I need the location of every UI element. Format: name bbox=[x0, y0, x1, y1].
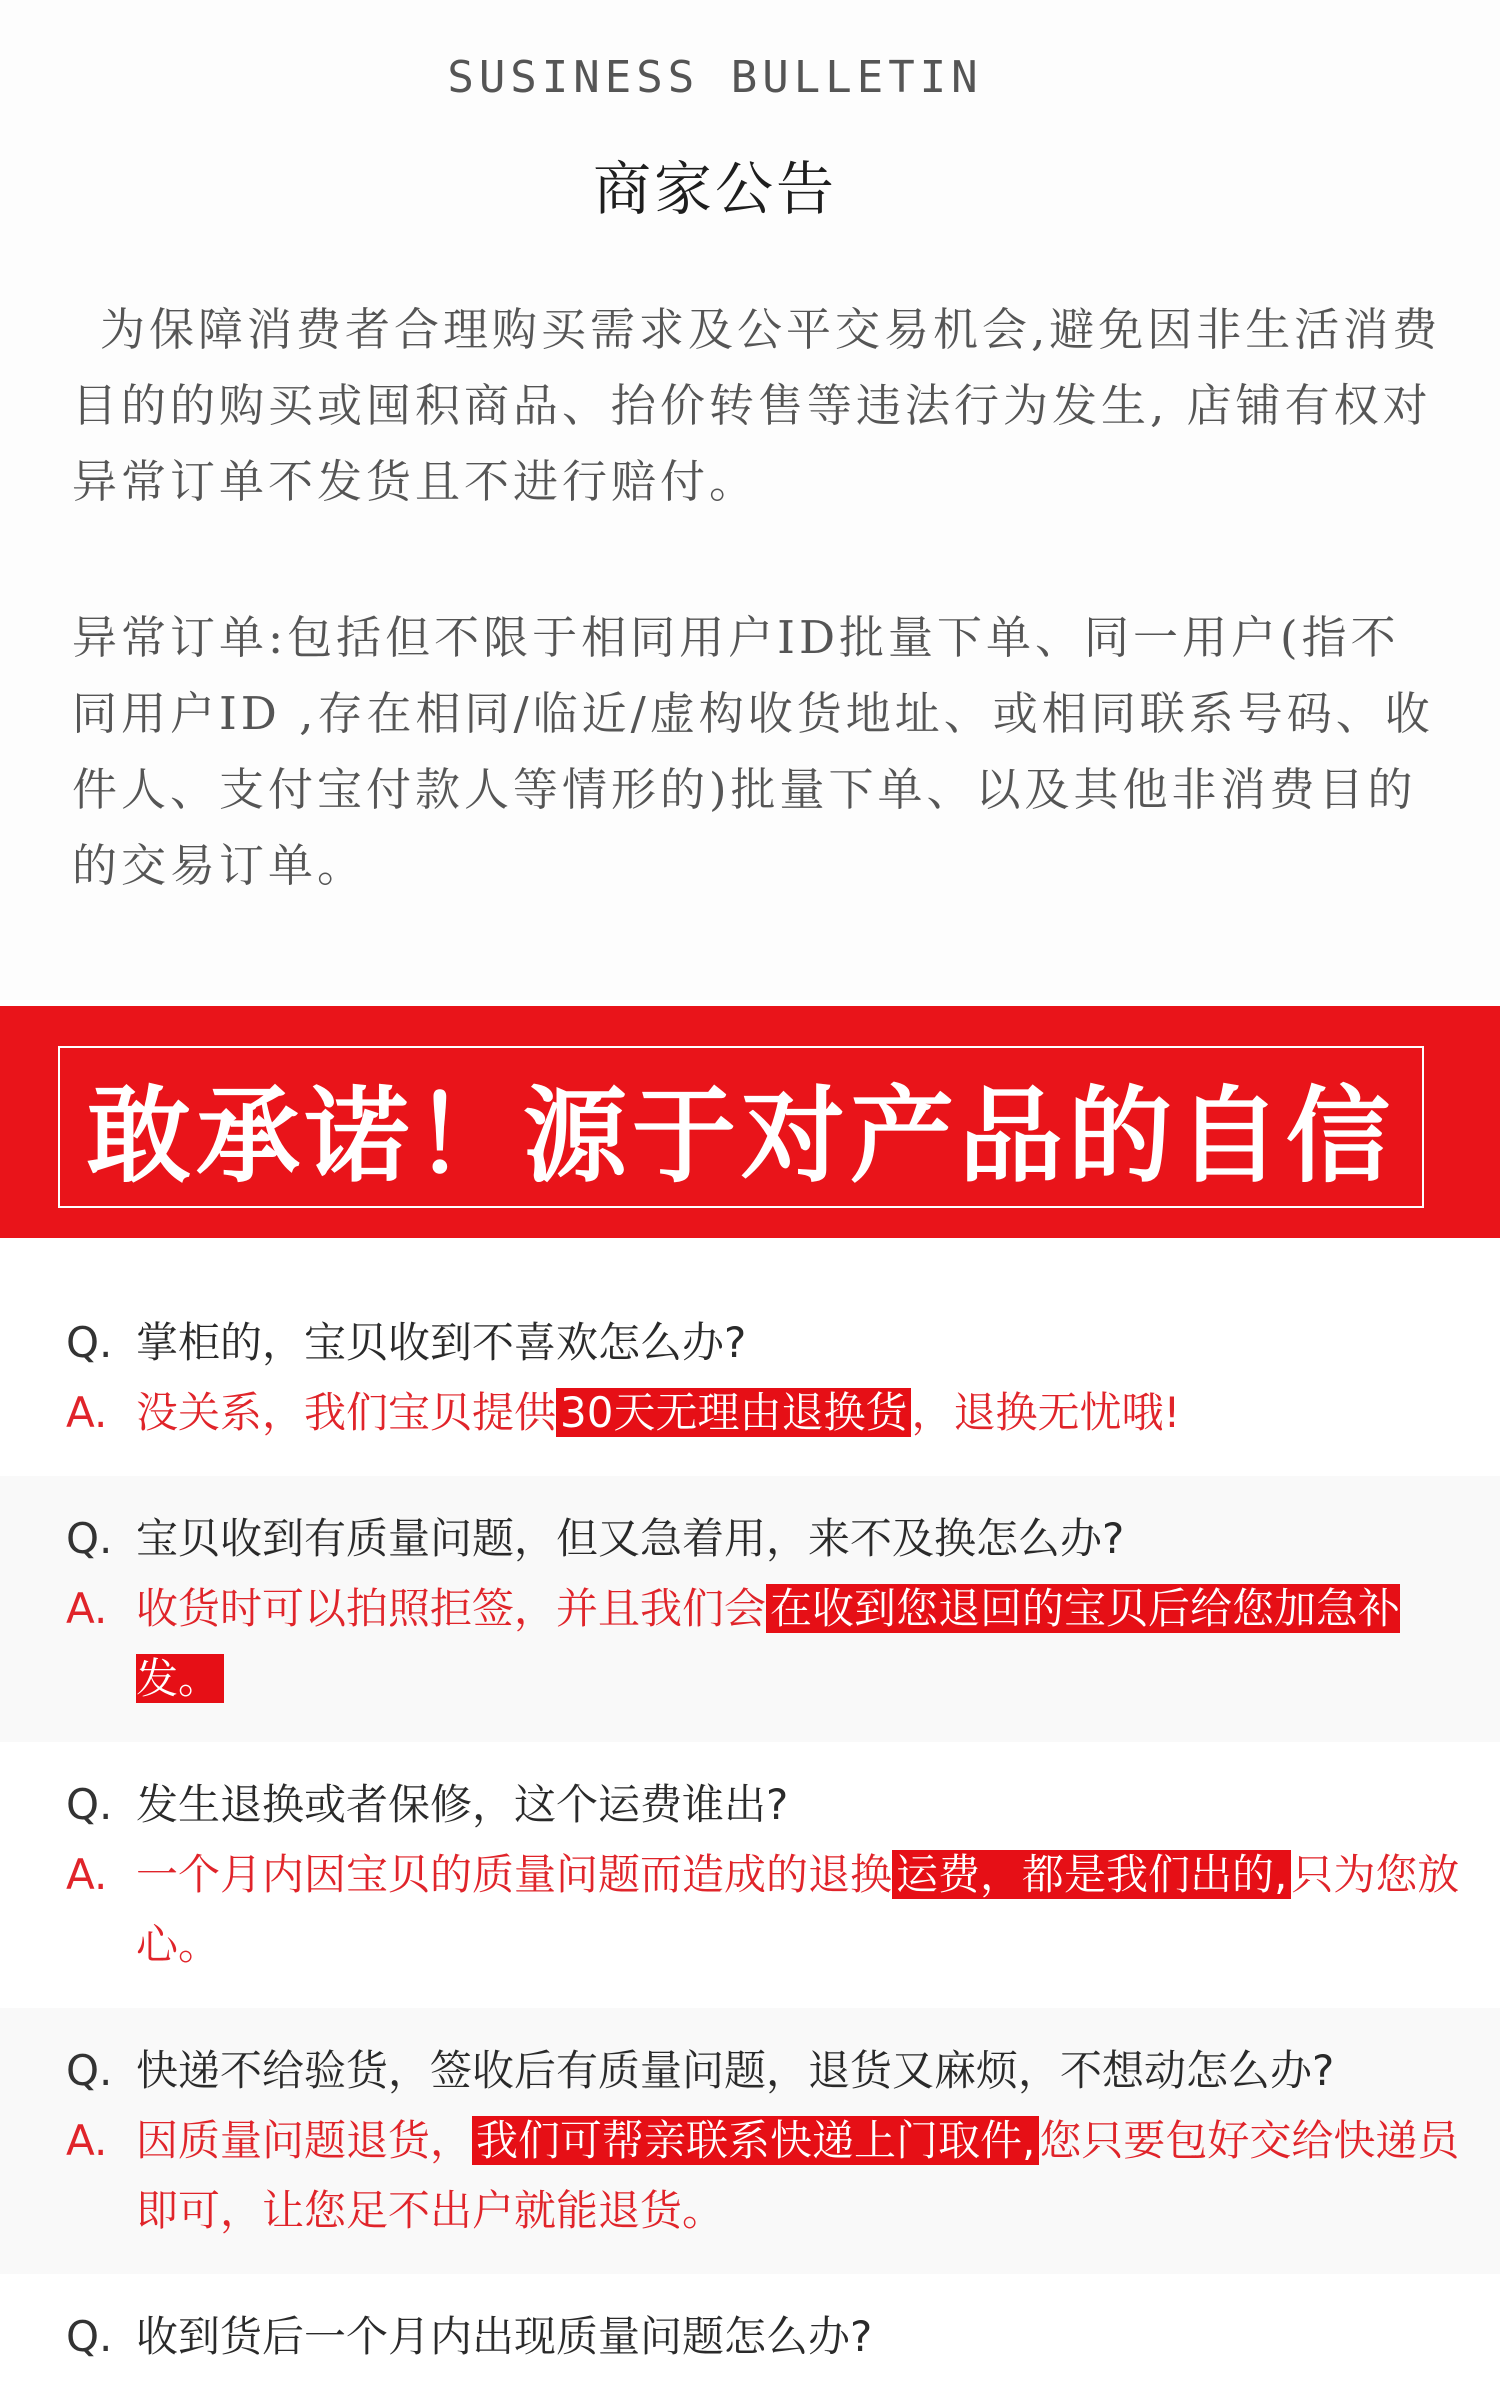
answer-text-pre: 没关系，我们宝贝提供 bbox=[136, 1388, 557, 1437]
bulletin-title-en: SUSINESS BULLETIN bbox=[447, 52, 983, 103]
answer-highlight: 我们可帮亲联系快递上门取件, bbox=[472, 2116, 1039, 2165]
merchant-bulletin bbox=[0, 0, 1500, 1000]
answer-prefix: A. bbox=[66, 1850, 108, 1899]
answer-text-pre: 一个月内因宝贝的质量问题而造成的退换 bbox=[136, 1850, 893, 1899]
answer-prefix: A. bbox=[66, 1388, 108, 1437]
faq-answer bbox=[66, 2106, 1500, 2246]
question-text: 收到货后一个月内出现质量问题怎么办? bbox=[136, 2312, 873, 2361]
answer-highlight: 运费，都是我们出的, bbox=[892, 1850, 1291, 1899]
promise-banner-frame bbox=[58, 1046, 1424, 1208]
answer-highlight: 在收到您退回的宝贝后给您加急补发。 bbox=[136, 1584, 1401, 1703]
answer-text-pre: 因质量问题退货， bbox=[136, 2116, 473, 2165]
faq-question bbox=[66, 1308, 1500, 1378]
faq-item bbox=[0, 1476, 1500, 1742]
question-text: 掌柜的，宝贝收到不喜欢怎么办? bbox=[136, 1318, 747, 1367]
question-prefix: Q. bbox=[66, 2312, 113, 2361]
question-prefix: Q. bbox=[66, 1514, 113, 1563]
answer-text-post: ，退换无忧哦! bbox=[911, 1388, 1181, 1437]
faq-question bbox=[66, 2036, 1500, 2106]
faq-item bbox=[0, 1280, 1500, 1476]
answer-text bbox=[136, 1574, 1476, 1714]
answer-prefix: A. bbox=[66, 1584, 108, 1633]
faq-question bbox=[66, 1770, 1500, 1840]
answer-prefix: A. bbox=[66, 2116, 108, 2165]
faq-item bbox=[0, 1742, 1500, 2008]
promise-banner-text: 敢承诺！源于对产品的自信 bbox=[86, 1075, 1395, 1197]
faq-question bbox=[66, 2302, 1500, 2372]
bulletin-paragraph-2: 异常订单:包括但不限于相同用户ID批量下单、同一用户(指不同用户ID ,存在相同/临近/虚构收货地址、或相同联系号码、收件人、支付宝付款人等情形的)批量下单、以及其他非消费目的的交易订单。 bbox=[72, 611, 1434, 892]
answer-highlight: 30天无理由退换货 bbox=[556, 1388, 911, 1437]
answer-text-pre: 收货时可以拍照拒签，并且我们会 bbox=[136, 1584, 767, 1633]
answer-text bbox=[136, 2106, 1476, 2246]
question-text: 快递不给验货，签收后有质量问题，退货又麻烦，不想动怎么办? bbox=[136, 2046, 1335, 2095]
faq-answer bbox=[66, 1840, 1500, 1980]
question-prefix: Q. bbox=[66, 1318, 113, 1367]
bulletin-paragraph-1: 为保障消费者合理购买需求及公平交易机会,避免因非生活消费目的的购买或囤积商品、抬价转售等违法行为发生, 店铺有权对异常订单不发货且不进行赔付。 bbox=[72, 303, 1442, 508]
answer-text-post: 只为您放心。 bbox=[136, 1850, 1460, 1969]
answer-text bbox=[136, 1378, 1476, 1448]
answer-text bbox=[136, 1840, 1476, 1980]
faq-item bbox=[0, 2274, 1500, 2400]
faq-question bbox=[66, 1504, 1500, 1574]
question-text: 发生退换或者保修，这个运费谁出? bbox=[136, 1780, 789, 1829]
promise-banner bbox=[0, 1006, 1500, 1238]
bulletin-title-cn: 商家公告 bbox=[592, 155, 837, 223]
answer-text-post: 您只要包好交给快递员即可，让您足不出户就能退货。 bbox=[136, 2116, 1460, 2235]
faq-answer bbox=[66, 1378, 1500, 1448]
question-prefix: Q. bbox=[66, 1780, 113, 1829]
question-text: 宝贝收到有质量问题，但又急着用，来不及换怎么办? bbox=[136, 1514, 1125, 1563]
faq-section bbox=[0, 1280, 1500, 2400]
faq-answer bbox=[66, 1574, 1500, 1714]
question-prefix: Q. bbox=[66, 2046, 113, 2095]
faq-item bbox=[0, 2008, 1500, 2274]
